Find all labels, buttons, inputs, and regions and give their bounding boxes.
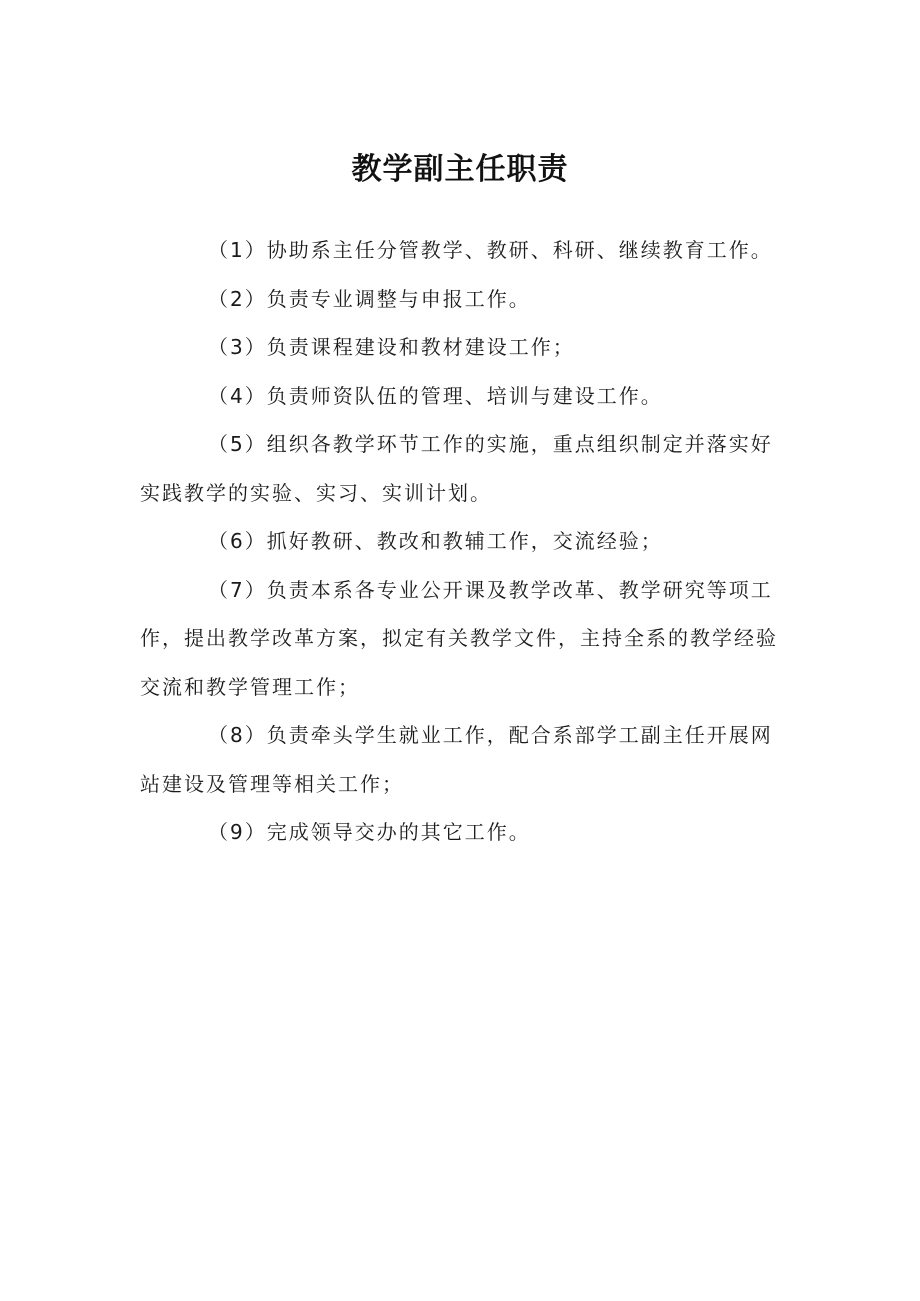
duty-item-8: （8）负责牵头学生就业工作，配合系部学工副主任开展网站建设及管理等相关工作； [140,723,773,796]
duty-item-9: （9）完成领导交办的其它工作。 [208,820,531,844]
duty-item-7: （7）负责本系各专业公开课及教学改革、教学研究等项工作，提出教学改革方案，拟定有关教学文件，主持全系的教学经验交流和教学管理工作； [140,577,778,699]
duty-item-2: （2）负责专业调整与申报工作。 [208,286,531,311]
duty-item-6: （6）抓好教研、教改和教辅工作，交流经验； [208,529,663,553]
duty-item-5: （5）组织各教学环节工作的实施，重点组织制定并落实好实践教学的实验、实习、实训计划。 [140,432,773,505]
duty-item-4: （4）负责师资队伍的管理、培训与建设工作。 [208,383,663,408]
duty-item-1: （1）协助系主任分管教学、教研、科研、继续教育工作。 [208,238,773,262]
duty-list [140,226,786,857]
duty-item-3: （3）负责课程建设和教材建设工作； [208,335,575,359]
document-title: 教学副主任职责 [351,152,569,187]
